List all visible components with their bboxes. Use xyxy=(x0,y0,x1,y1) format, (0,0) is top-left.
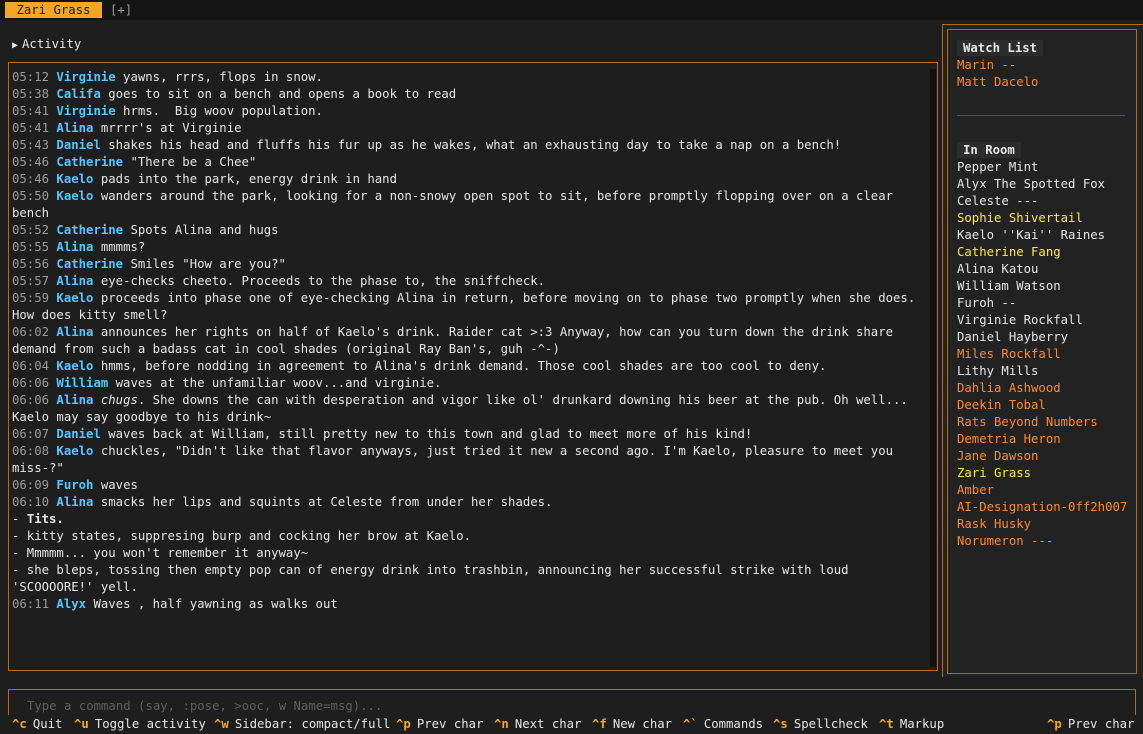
log-text: "There be a Chee" xyxy=(123,155,257,169)
log-line xyxy=(12,256,930,273)
sidebar-user[interactable]: Demetria Heron xyxy=(957,432,1061,446)
log-speaker[interactable]: Alina xyxy=(56,393,94,407)
shortcut-key: ^p xyxy=(396,717,411,731)
sidebar-user[interactable]: Alyx The Spotted Fox xyxy=(957,177,1106,191)
log-text: - she bleps, tossing then empty pop can of energy drink into trashbin, announcing her successful strike with loud 'SCOOOORE!' yell. xyxy=(12,563,856,594)
log-line xyxy=(12,545,930,562)
log-timestamp: 06:10 xyxy=(12,495,57,509)
log-timestamp: 05:46 xyxy=(12,155,57,169)
log-timestamp: 05:50 xyxy=(12,189,57,203)
log-line xyxy=(12,188,930,222)
log-speaker[interactable]: Alina xyxy=(56,274,94,288)
sidebar-user[interactable]: Jane Dawson xyxy=(957,449,1039,463)
sidebar-user[interactable]: Sophie Shivertail xyxy=(957,211,1083,225)
log-line xyxy=(12,273,930,290)
log-timestamp: 05:57 xyxy=(12,274,57,288)
log-line xyxy=(12,392,930,426)
sidebar-user[interactable]: Matt Dacelo xyxy=(957,75,1039,89)
sidebar-user[interactable]: Furoh -- xyxy=(957,296,1017,310)
log-emphasis: chugs xyxy=(93,393,138,407)
log-line xyxy=(12,154,930,171)
shortcut-label: Sidebar: compact/full xyxy=(234,717,391,731)
shortcut-item[interactable] xyxy=(396,716,483,733)
log-timestamp: 06:11 xyxy=(12,597,57,611)
log-line xyxy=(12,222,930,239)
sidebar-user[interactable]: Kaelo ''Kai'' Raines xyxy=(957,228,1106,242)
sidebar-user[interactable]: Daniel Hayberry xyxy=(957,330,1069,344)
log-line xyxy=(12,239,930,256)
sidebar-user[interactable]: Amber xyxy=(957,483,995,497)
log-line xyxy=(12,324,930,358)
shortcut-key: ^p xyxy=(1047,717,1062,731)
log-text: waves at the unfamiliar woov...and virginie. xyxy=(108,376,442,390)
log-line xyxy=(12,443,930,477)
sidebar-user[interactable]: Rask Husky xyxy=(957,517,1032,531)
log-speaker[interactable]: Catherine xyxy=(56,155,124,169)
log-line xyxy=(12,358,930,375)
shortcut-label: Next char xyxy=(514,717,582,731)
shortcut-key: ^t xyxy=(879,717,894,731)
log-text: Spots Alina and hugs xyxy=(123,223,279,237)
log-line xyxy=(12,494,930,511)
log-timestamp: 05:46 xyxy=(12,172,57,186)
log-line xyxy=(12,86,930,103)
log-text: wanders around the park, looking for a non-snowy open spot to sit, before promptly flopping over on a clear bench xyxy=(12,189,901,220)
shortcut-label: New char xyxy=(612,717,673,731)
log-speaker[interactable]: William xyxy=(56,376,109,390)
log-speaker[interactable]: Califa xyxy=(56,87,101,101)
shortcut-item[interactable] xyxy=(214,716,390,733)
log-speaker[interactable]: Alina xyxy=(56,325,94,339)
chat-log xyxy=(12,69,930,613)
log-text: yawns, rrrs, flops in snow. xyxy=(115,70,323,84)
sidebar xyxy=(947,29,1137,674)
activity-toggle[interactable] xyxy=(12,36,81,52)
command-input[interactable] xyxy=(25,698,929,714)
tab-bar xyxy=(0,0,1143,20)
shortcut-key: ^f xyxy=(592,717,607,731)
log-speaker[interactable]: Alyx xyxy=(56,597,87,611)
log-text: pads into the park, energy drink in hand xyxy=(93,172,397,186)
log-timestamp: 06:02 xyxy=(12,325,57,339)
shortcut-item[interactable] xyxy=(1047,716,1134,733)
log-line xyxy=(12,528,930,545)
shortcut-label: Commands xyxy=(703,717,764,731)
log-speaker[interactable]: Virginie xyxy=(56,70,116,84)
shortcut-item[interactable] xyxy=(773,716,868,733)
log-text: mmmms? xyxy=(93,240,146,254)
log-timestamp: 06:07 xyxy=(12,427,57,441)
log-speaker[interactable]: Catherine xyxy=(56,257,124,271)
shortcut-label: Prev char xyxy=(416,717,484,731)
in-room-list xyxy=(957,159,1132,550)
shortcut-key: ^s xyxy=(773,717,788,731)
log-speaker[interactable]: Kaelo xyxy=(56,291,94,305)
sidebar-user[interactable]: Celeste --- xyxy=(957,194,1039,208)
expand-arrow-icon: ▶ xyxy=(12,40,19,51)
activity-label: Activity xyxy=(22,37,82,51)
log-speaker[interactable]: Kaelo xyxy=(56,189,94,203)
shortcut-label: Prev char xyxy=(1067,717,1135,731)
log-line xyxy=(12,69,930,86)
log-timestamp: 06:08 xyxy=(12,444,57,458)
log-speaker[interactable]: Daniel xyxy=(56,427,101,441)
new-tab-button[interactable]: [+] xyxy=(110,3,133,17)
shortcut-key: ^w xyxy=(214,717,229,731)
sidebar-user[interactable]: Lithy Mills xyxy=(957,364,1039,378)
log-bold-text: Tits. xyxy=(26,512,64,526)
log-speaker[interactable]: Kaelo xyxy=(56,359,94,373)
log-timestamp: 06:06 xyxy=(12,393,57,407)
log-timestamp: 05:59 xyxy=(12,291,57,305)
log-text: goes to sit on a bench and opens a book to read xyxy=(100,87,457,101)
log-timestamp: 05:52 xyxy=(12,223,57,237)
log-text: - Mmmmm... you won't remember it anyway~ xyxy=(12,546,309,560)
watch-list-title: Watch List xyxy=(957,40,1043,56)
log-speaker[interactable]: Alina xyxy=(56,495,94,509)
log-text: Smiles "How are you?" xyxy=(123,257,286,271)
log-line xyxy=(12,596,930,613)
shortcut-item[interactable] xyxy=(879,716,944,733)
shortcut-item[interactable] xyxy=(683,716,763,733)
shortcut-key: ^u xyxy=(74,717,89,731)
log-speaker[interactable]: Virginie xyxy=(56,104,116,118)
sidebar-user[interactable]: Virginie Rockfall xyxy=(957,313,1083,327)
log-speaker[interactable]: Alina xyxy=(56,240,94,254)
log-text: smacks her lips and squints at Celeste from under her shades. xyxy=(93,495,553,509)
sidebar-user[interactable]: Norumeron --- xyxy=(957,534,1054,548)
log-text: - kitty states, suppresing burp and cocking her brow at Kaelo. xyxy=(12,529,472,543)
log-text: . She downs the can with desperation and vigor like ol' drunkard downing his beer at the pub. Oh well... Kaelo may say goodbye to his drink~ xyxy=(12,393,916,424)
log-text: announces her rights on half of Kaelo's drink. Raider cat >:3 Anyway, how can you turn down the drink share demand from such a badass cat in cool shades (original Ray Ban's, guh -^-) xyxy=(12,325,901,356)
log-text: mrrrr's at Virginie xyxy=(93,121,242,135)
log-line xyxy=(12,103,930,120)
log-speaker[interactable]: Kaelo xyxy=(56,172,94,186)
log-timestamp: 05:55 xyxy=(12,240,57,254)
shortcut-label: Toggle activity xyxy=(94,717,206,731)
log-speaker[interactable]: Kaelo xyxy=(56,444,94,458)
log-line xyxy=(12,511,930,528)
sidebar-user[interactable]: Marin -- xyxy=(957,58,1017,72)
shortcut-key: ^c xyxy=(12,717,27,731)
log-timestamp: 05:41 xyxy=(12,104,57,118)
log-text: proceeds into phase one of eye-checking Alina in return, before moving on to phase two promptly when she does. How does kitty smell? xyxy=(12,291,923,322)
sidebar-user[interactable]: William Watson xyxy=(957,279,1061,293)
shortcut-label: Quit xyxy=(32,717,63,731)
shortcut-key: ^n xyxy=(494,717,509,731)
in-room-title: In Room xyxy=(957,142,1021,158)
log-line xyxy=(12,171,930,188)
log-speaker[interactable]: Daniel xyxy=(56,138,101,152)
log-timestamp: 05:12 xyxy=(12,70,57,84)
log-line xyxy=(12,290,930,324)
shortcut-bar xyxy=(0,715,1143,734)
sidebar-user[interactable]: Deekin Tobal xyxy=(957,398,1046,412)
log-scrollbar[interactable] xyxy=(930,69,936,667)
log-line xyxy=(12,477,930,494)
sidebar-user[interactable]: Pepper Mint xyxy=(957,160,1039,174)
log-text: eye-checks cheeto. Proceeds to the phase to, the sniffcheck. xyxy=(93,274,546,288)
tab-active-character[interactable]: Zari Grass xyxy=(5,2,102,18)
chat-log-panel xyxy=(8,62,938,671)
log-text: Waves , half yawning as walks out xyxy=(86,597,338,611)
log-text: waves xyxy=(93,478,138,492)
shortcut-item[interactable] xyxy=(12,716,62,733)
log-timestamp: 05:41 xyxy=(12,121,57,135)
log-speaker[interactable]: Catherine xyxy=(56,223,124,237)
sidebar-user[interactable]: Dahlia Ashwood xyxy=(957,381,1061,395)
shortcut-item[interactable] xyxy=(592,716,672,733)
log-text: hmms, before nodding in agreement to Alina's drink demand. Those cool shades are too cool to deny. xyxy=(93,359,827,373)
log-timestamp: 05:43 xyxy=(12,138,57,152)
sidebar-user[interactable]: Miles Rockfall xyxy=(957,347,1061,361)
log-line xyxy=(12,426,930,443)
log-text: hrms. Big woov population. xyxy=(115,104,323,118)
log-timestamp: 05:56 xyxy=(12,257,57,271)
sidebar-user[interactable]: Catherine Fang xyxy=(957,245,1061,259)
shortcut-item[interactable] xyxy=(494,716,581,733)
log-line xyxy=(12,120,930,137)
shortcut-key: ^` xyxy=(683,717,698,731)
sidebar-user[interactable]: Rats Beyond Numbers xyxy=(957,415,1098,429)
log-speaker[interactable]: Alina xyxy=(56,121,94,135)
sidebar-user[interactable]: Alina Katou xyxy=(957,262,1039,276)
sidebar-user[interactable]: Zari Grass xyxy=(957,466,1032,480)
log-text: waves back at William, still pretty new to this town and glad to meet more of his kind! xyxy=(100,427,753,441)
log-text: - xyxy=(12,512,27,526)
log-line xyxy=(12,137,930,154)
sidebar-user[interactable]: AI-Designation-0ff2h007 xyxy=(957,500,1128,514)
log-timestamp: 06:09 xyxy=(12,478,57,492)
log-line xyxy=(12,562,930,596)
log-text: shakes his head and fluffs his fur up as he wakes, what an exhausting day to take a nap on a bench! xyxy=(100,138,842,152)
shortcut-label: Markup xyxy=(899,717,945,731)
log-speaker[interactable]: Furoh xyxy=(56,478,94,492)
shortcut-item[interactable] xyxy=(74,716,206,733)
sidebar-panel xyxy=(942,24,1143,677)
log-line xyxy=(12,375,930,392)
sidebar-divider xyxy=(957,115,1125,116)
log-timestamp: 06:04 xyxy=(12,359,57,373)
log-text: chuckles, "Didn't like that flavor anyways, just tried it new a second ago. I'm Kaelo, pleasure to meet you miss-?" xyxy=(12,444,901,475)
shortcut-label: Spellcheck xyxy=(793,717,868,731)
watch-list xyxy=(957,57,1132,91)
log-timestamp: 05:38 xyxy=(12,87,57,101)
log-timestamp: 06:06 xyxy=(12,376,57,390)
